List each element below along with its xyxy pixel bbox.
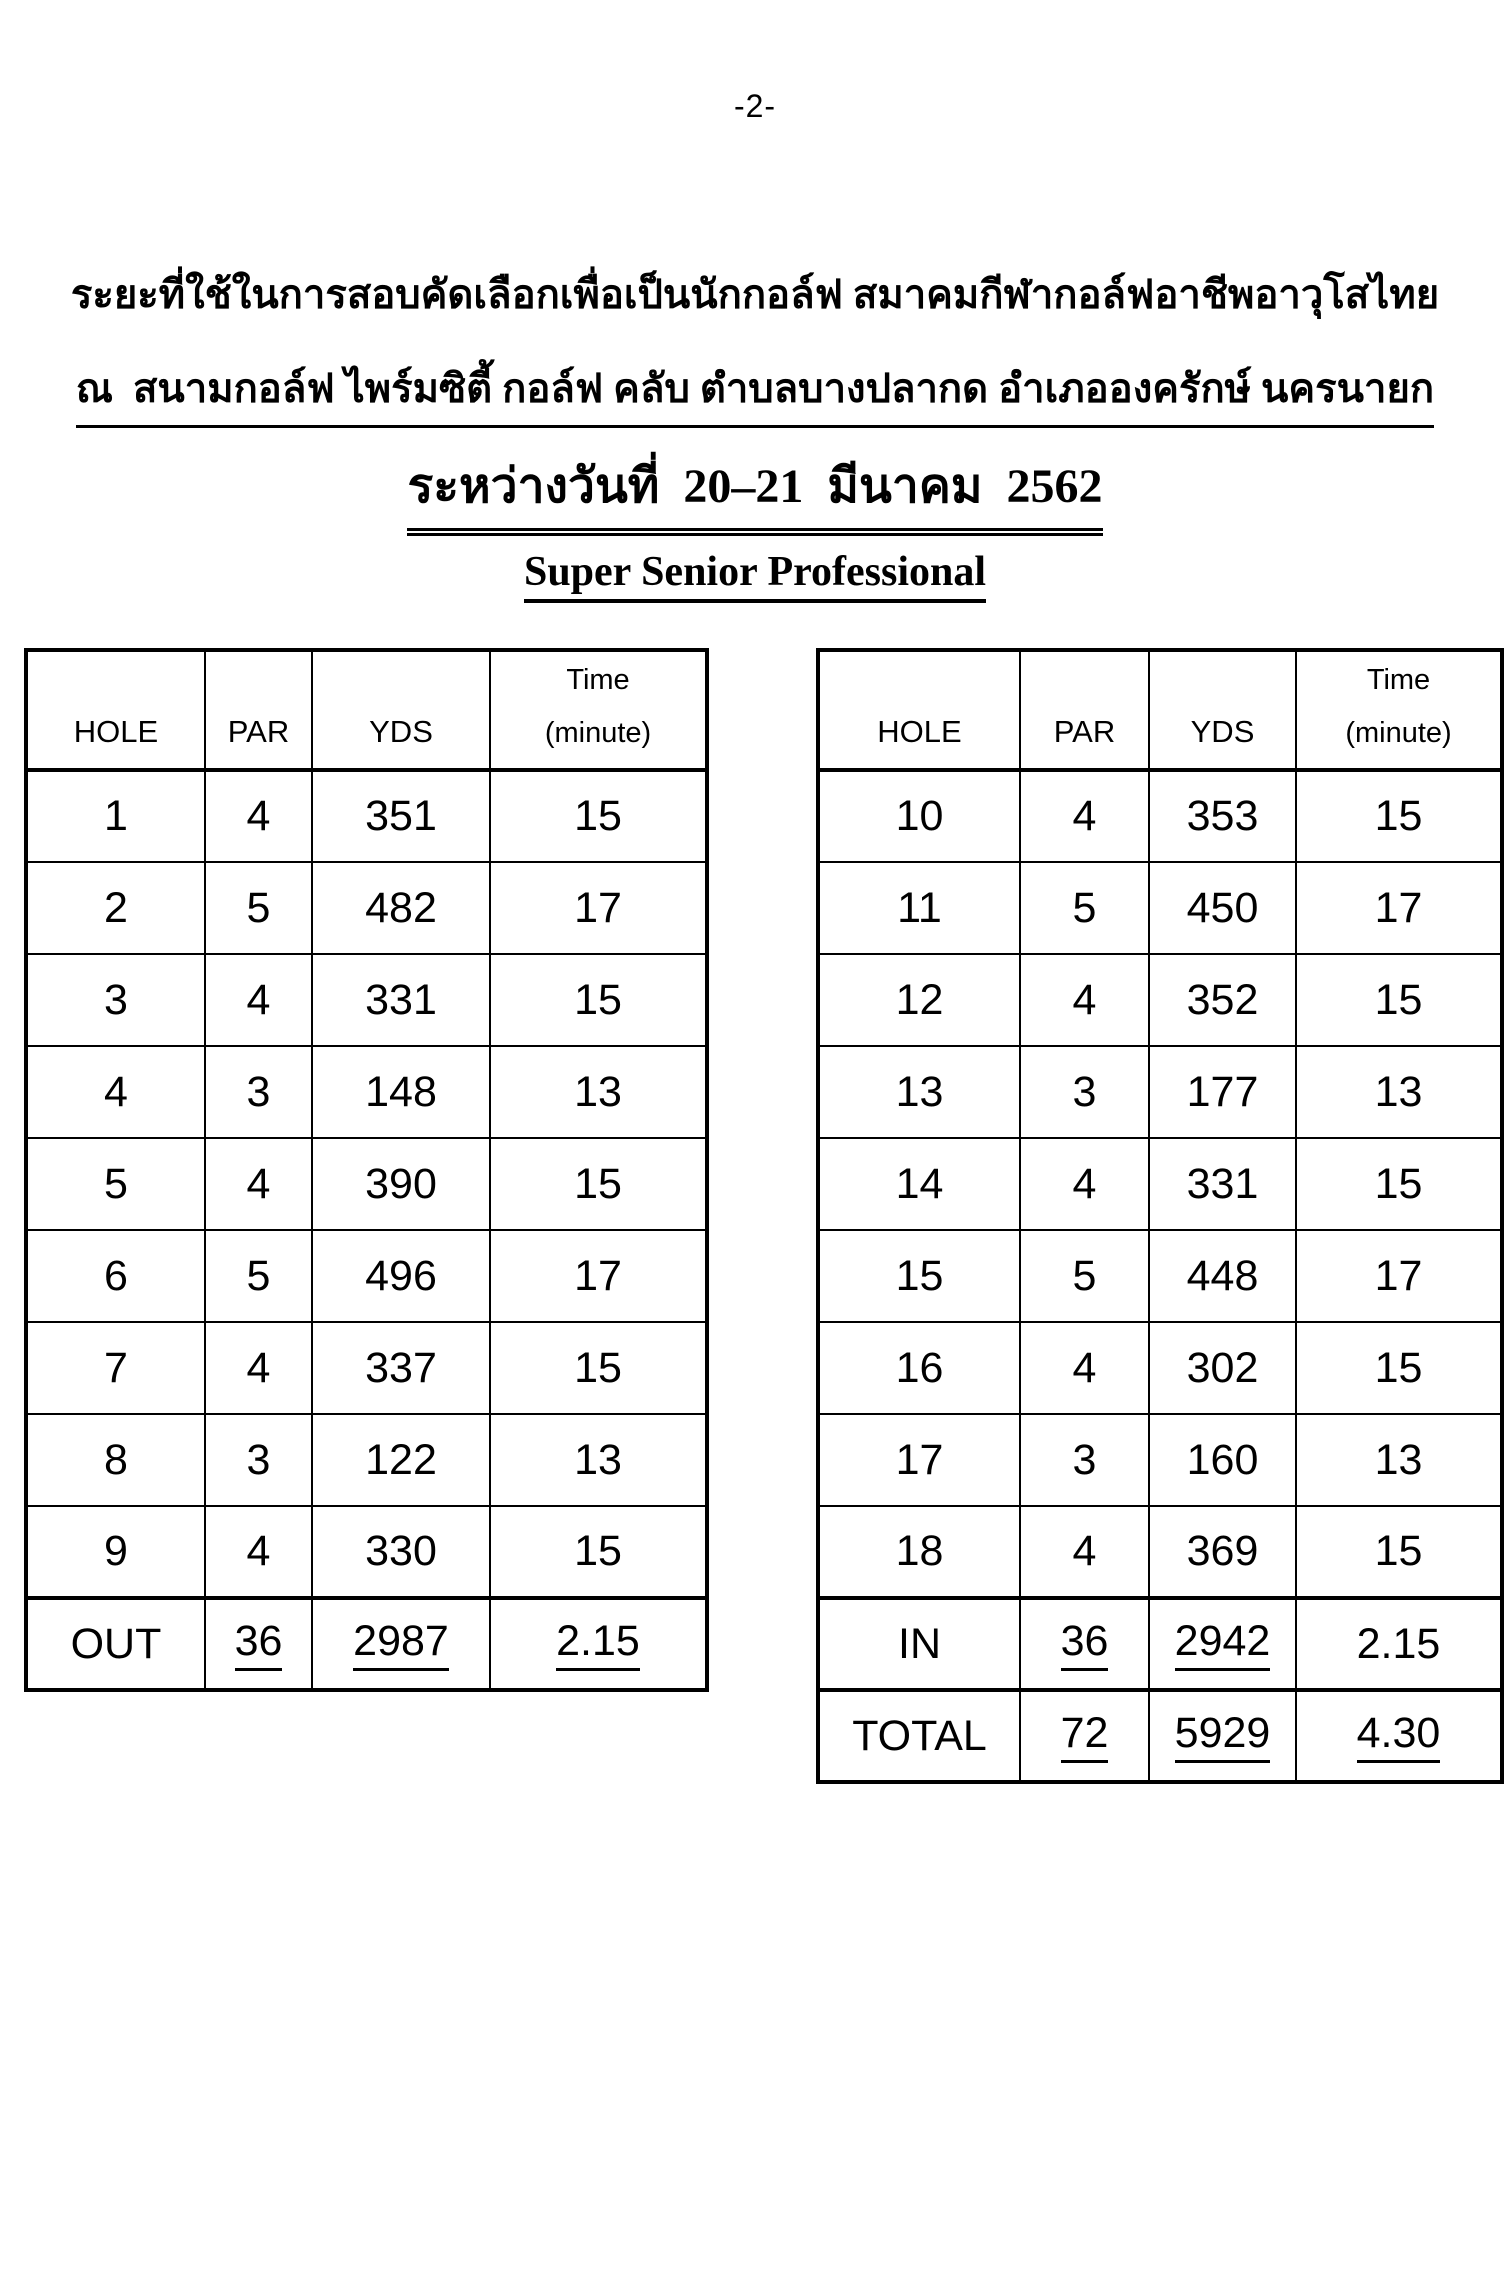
- yds-cell: 331: [312, 954, 490, 1046]
- time-header-lines: [491, 652, 705, 768]
- table-row: [818, 1138, 1502, 1230]
- par-cell: 5: [205, 1230, 312, 1322]
- yds-total-cell: [312, 1598, 490, 1690]
- time-total-value: 4.30: [1357, 1711, 1441, 1762]
- time-cell: 15: [1296, 1322, 1502, 1414]
- hole-cell: 6: [26, 1230, 205, 1322]
- back-header-row: [818, 650, 1502, 770]
- hole-cell: 11: [818, 862, 1020, 954]
- yds-cell: 351: [312, 770, 490, 862]
- in-label-cell: IN: [818, 1598, 1020, 1690]
- par-cell: 4: [1020, 1322, 1149, 1414]
- yds-total-cell: [1149, 1690, 1296, 1782]
- time-cell: 15: [490, 1506, 707, 1598]
- time-cell: 15: [490, 770, 707, 862]
- time-total-cell: [490, 1598, 707, 1690]
- par-cell: 4: [1020, 770, 1149, 862]
- table-row: [26, 1138, 707, 1230]
- table-row: [26, 862, 707, 954]
- par-total-cell: [1020, 1690, 1149, 1782]
- hole-cell: 14: [818, 1138, 1020, 1230]
- time-cell: 13: [490, 1414, 707, 1506]
- table-row: [26, 1046, 707, 1138]
- yds-cell: 331: [1149, 1138, 1296, 1230]
- yds-cell: 353: [1149, 770, 1296, 862]
- yds-total-cell: [1149, 1598, 1296, 1690]
- table-row: [26, 1322, 707, 1414]
- hole-header: HOLE: [818, 650, 1020, 770]
- yds-cell: 450: [1149, 862, 1296, 954]
- table-row: [818, 954, 1502, 1046]
- front-nine-table: [24, 648, 709, 1692]
- yds-header: YDS: [312, 650, 490, 770]
- time-cell: 13: [1296, 1046, 1502, 1138]
- yds-total-value: 2987: [353, 1619, 449, 1670]
- front-header-row: [26, 650, 707, 770]
- yds-cell: 369: [1149, 1506, 1296, 1598]
- time-total-cell: [1296, 1690, 1502, 1782]
- time-cell: 17: [490, 862, 707, 954]
- time-cell: 15: [1296, 1138, 1502, 1230]
- total-summary-row: [818, 1690, 1502, 1782]
- hole-cell: 12: [818, 954, 1020, 1046]
- table-row: [818, 770, 1502, 862]
- yds-cell: 352: [1149, 954, 1296, 1046]
- table-row: [818, 1414, 1502, 1506]
- table-row: [26, 770, 707, 862]
- heading-category: [0, 548, 1510, 603]
- time-total-cell: 2.15: [1296, 1598, 1502, 1690]
- time-cell: 17: [490, 1230, 707, 1322]
- hole-cell: 18: [818, 1506, 1020, 1598]
- hole-cell: 5: [26, 1138, 205, 1230]
- hole-cell: 13: [818, 1046, 1020, 1138]
- par-cell: 4: [1020, 954, 1149, 1046]
- time-cell: 15: [1296, 954, 1502, 1046]
- back-nine-table: [816, 648, 1504, 1784]
- heading-line2-text: ณ สนามกอล์ฟ ไพร์มซิตี้ กอล์ฟ คลับ ตำบลบางปลากด อำเภอองครักษ์ นครนายก: [76, 356, 1434, 428]
- time-cell: 13: [490, 1046, 707, 1138]
- time-cell: 15: [490, 1138, 707, 1230]
- par-cell: 4: [205, 1322, 312, 1414]
- table-row: [26, 1414, 707, 1506]
- yds-cell: 330: [312, 1506, 490, 1598]
- hole-cell: 1: [26, 770, 205, 862]
- par-cell: 4: [205, 1138, 312, 1230]
- yds-header: YDS: [1149, 650, 1296, 770]
- heading-line1: ระยะที่ใช้ในการสอบคัดเลือกเพื่อเป็นนักกอล์ฟ สมาคมกีฬากอล์ฟอาชีพอาวุโสไทย: [70, 272, 1440, 317]
- table-row: [26, 954, 707, 1046]
- hole-cell: 8: [26, 1414, 205, 1506]
- yds-cell: 177: [1149, 1046, 1296, 1138]
- yds-cell: 302: [1149, 1322, 1296, 1414]
- yds-cell: 337: [312, 1322, 490, 1414]
- in-summary-row: [818, 1598, 1502, 1690]
- table-row: [818, 1230, 1502, 1322]
- total-label-cell: TOTAL: [818, 1690, 1020, 1782]
- yds-cell: 160: [1149, 1414, 1296, 1506]
- heading-line2: [0, 356, 1510, 428]
- par-total-value: 72: [1061, 1711, 1109, 1762]
- table-row: [26, 1506, 707, 1598]
- time-header-line1: Time: [566, 664, 630, 696]
- par-cell: 5: [1020, 1230, 1149, 1322]
- time-cell: 15: [490, 1322, 707, 1414]
- time-header-line1: Time: [1366, 664, 1431, 696]
- par-total-value: 36: [1061, 1619, 1109, 1670]
- time-cell: 15: [1296, 1506, 1502, 1598]
- par-total-cell: [205, 1598, 312, 1690]
- yds-total-value: 5929: [1175, 1711, 1271, 1762]
- table-row: [818, 1046, 1502, 1138]
- yds-cell: 448: [1149, 1230, 1296, 1322]
- yds-cell: 122: [312, 1414, 490, 1506]
- par-total-value: 36: [235, 1619, 283, 1670]
- time-header: [490, 650, 707, 770]
- par-cell: 4: [205, 770, 312, 862]
- par-cell: 3: [205, 1414, 312, 1506]
- yds-total-value: 2942: [1175, 1619, 1271, 1670]
- table-row: [26, 1230, 707, 1322]
- par-header: PAR: [205, 650, 312, 770]
- par-cell: 5: [205, 862, 312, 954]
- hole-cell: 9: [26, 1506, 205, 1598]
- time-cell: 17: [1296, 862, 1502, 954]
- hole-header: HOLE: [26, 650, 205, 770]
- par-cell: 3: [1020, 1046, 1149, 1138]
- par-total-cell: [1020, 1598, 1149, 1690]
- time-header: [1296, 650, 1502, 770]
- hole-cell: 16: [818, 1322, 1020, 1414]
- time-header-line2: (minute): [544, 717, 652, 749]
- heading-date-line: [0, 448, 1510, 536]
- table-row: [818, 1506, 1502, 1598]
- table-row: [818, 1322, 1502, 1414]
- time-cell: 15: [490, 954, 707, 1046]
- hole-cell: 10: [818, 770, 1020, 862]
- par-cell: 3: [205, 1046, 312, 1138]
- time-header-lines: [1297, 652, 1500, 768]
- par-cell: 4: [1020, 1506, 1149, 1598]
- heading-category-text: Super Senior Professional: [524, 548, 986, 603]
- par-cell: 4: [205, 954, 312, 1046]
- out-summary-row: [26, 1598, 707, 1690]
- time-cell: 15: [1296, 770, 1502, 862]
- yds-cell: 390: [312, 1138, 490, 1230]
- par-cell: 5: [1020, 862, 1149, 954]
- hole-cell: 2: [26, 862, 205, 954]
- out-label-cell: OUT: [26, 1598, 205, 1690]
- yds-cell: 496: [312, 1230, 490, 1322]
- page-number: -2-: [733, 88, 777, 124]
- time-header-line2: (minute): [1345, 717, 1452, 749]
- par-header: PAR: [1020, 650, 1149, 770]
- hole-cell: 15: [818, 1230, 1020, 1322]
- yds-cell: 482: [312, 862, 490, 954]
- yds-cell: 148: [312, 1046, 490, 1138]
- par-cell: 4: [205, 1506, 312, 1598]
- hole-cell: 3: [26, 954, 205, 1046]
- hole-cell: 17: [818, 1414, 1020, 1506]
- time-cell: 17: [1296, 1230, 1502, 1322]
- hole-cell: 4: [26, 1046, 205, 1138]
- hole-cell: 7: [26, 1322, 205, 1414]
- time-cell: 13: [1296, 1414, 1502, 1506]
- time-total-value: 2.15: [556, 1619, 640, 1670]
- table-row: [818, 862, 1502, 954]
- heading-date-text: ระหว่างวันที่ 20–21 มีนาคม 2562: [407, 448, 1102, 536]
- par-cell: 3: [1020, 1414, 1149, 1506]
- par-cell: 4: [1020, 1138, 1149, 1230]
